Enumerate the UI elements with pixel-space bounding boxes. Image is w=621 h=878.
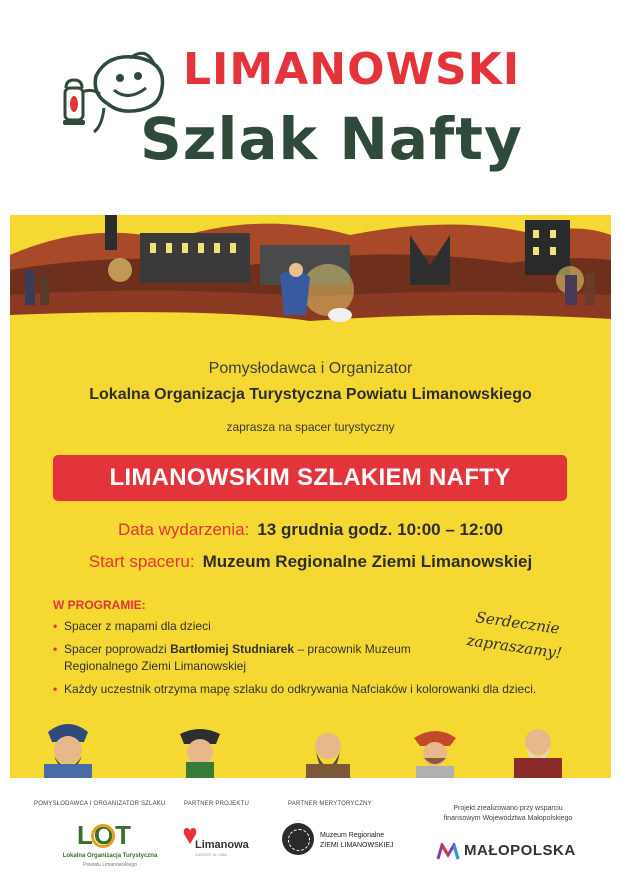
date-label: Data wydarzenia: [118, 520, 250, 539]
date-value: 13 grudnia godz. 10:00 – 12:00 [257, 520, 503, 539]
guide-name: Bartłomiej Studniarek [170, 642, 295, 656]
malopolska-logo [436, 840, 586, 862]
lot-logo-name: Lokalna Organizacja Turystyczna [62, 853, 158, 859]
organizer-name: Lokalna Organizacja Turystyczna Powiatu Limanowskiego [89, 386, 532, 403]
program-heading: W PROGRAMIE: [53, 598, 146, 612]
malopolska-m-icon [436, 843, 460, 861]
greeting-line-1: Serdecznie [474, 608, 561, 638]
title-szlak-nafty: Szlak Nafty [140, 105, 523, 173]
museum-line-2: ZIEMI LIMANOWSKIEJ [320, 842, 394, 849]
event-title: LIMANOWSKIM SZLAKIEM NAFTY [109, 464, 511, 491]
program-item [53, 641, 444, 675]
program-item-suffix: – pracownik Muzeum Regionalnego Ziemi Limanowskiej [64, 642, 411, 673]
bullet-icon: • [53, 642, 58, 656]
town-night-illustration [10, 215, 611, 330]
caption-organizer: POMYSŁODAWCA I ORGANIZATOR SZLAKU [34, 801, 166, 807]
event-date-row [0, 520, 621, 540]
lot-logo-sub: Powiatu Limanowskiego [83, 862, 137, 868]
program-item-text: Każdy uczestnik otrzyma mapę szlaku do odkrywania Nafciaków i kolorowanki dla dzieci. [64, 682, 537, 696]
nafciak-characters-illustration [10, 712, 611, 780]
museum-line-1: Muzeum Regionalne [320, 832, 385, 839]
caption-merit-partner: PARTNER MERYTORYCZNY [288, 801, 372, 807]
program-item-text: Spacer z mapami dla dzieci [64, 619, 211, 633]
caption-support-line-1: Projekt zrealizowano przy wsparciu [453, 805, 563, 812]
museum-logo-name [320, 831, 394, 851]
sun-icon [91, 824, 115, 848]
poster-header [0, 0, 621, 215]
museum-seal-icon [282, 823, 314, 855]
invites-text: zaprasza na spacer turystyczny [226, 420, 395, 434]
program-item-prefix: Spacer poprowadzi [64, 642, 171, 656]
caption-partner: PARTNER PROJEKTU [184, 801, 249, 807]
event-title-banner [53, 455, 567, 501]
limanowa-logo-text: Limanowa [195, 839, 249, 851]
program-item [53, 618, 364, 635]
museum-logo [282, 823, 402, 859]
malopolska-text: MAŁOPOLSKA [464, 842, 576, 859]
start-value: Muzeum Regionalne Ziemi Limanowskiej [202, 552, 533, 571]
caption-support-line-2: finansowym Województwa Małopolskiego [443, 815, 573, 822]
start-label: Start spaceru: [88, 552, 195, 571]
program-item [53, 681, 604, 698]
limanowa-logo [183, 822, 249, 858]
greeting-line-2: zapraszamy! [465, 631, 564, 663]
bullet-icon: • [53, 682, 58, 696]
bullet-icon: • [53, 619, 58, 633]
limanowa-logo-sub: ZAWSZE W LIMA [195, 852, 227, 857]
organizer-label: Pomysłodawca i Organizator [208, 360, 413, 377]
event-start-row [0, 552, 621, 572]
lot-logo [55, 820, 158, 875]
title-limanowski: LIMANOWSKI [183, 44, 521, 95]
caption-support [428, 804, 588, 824]
lot-logo-mark: LOT [77, 820, 132, 850]
